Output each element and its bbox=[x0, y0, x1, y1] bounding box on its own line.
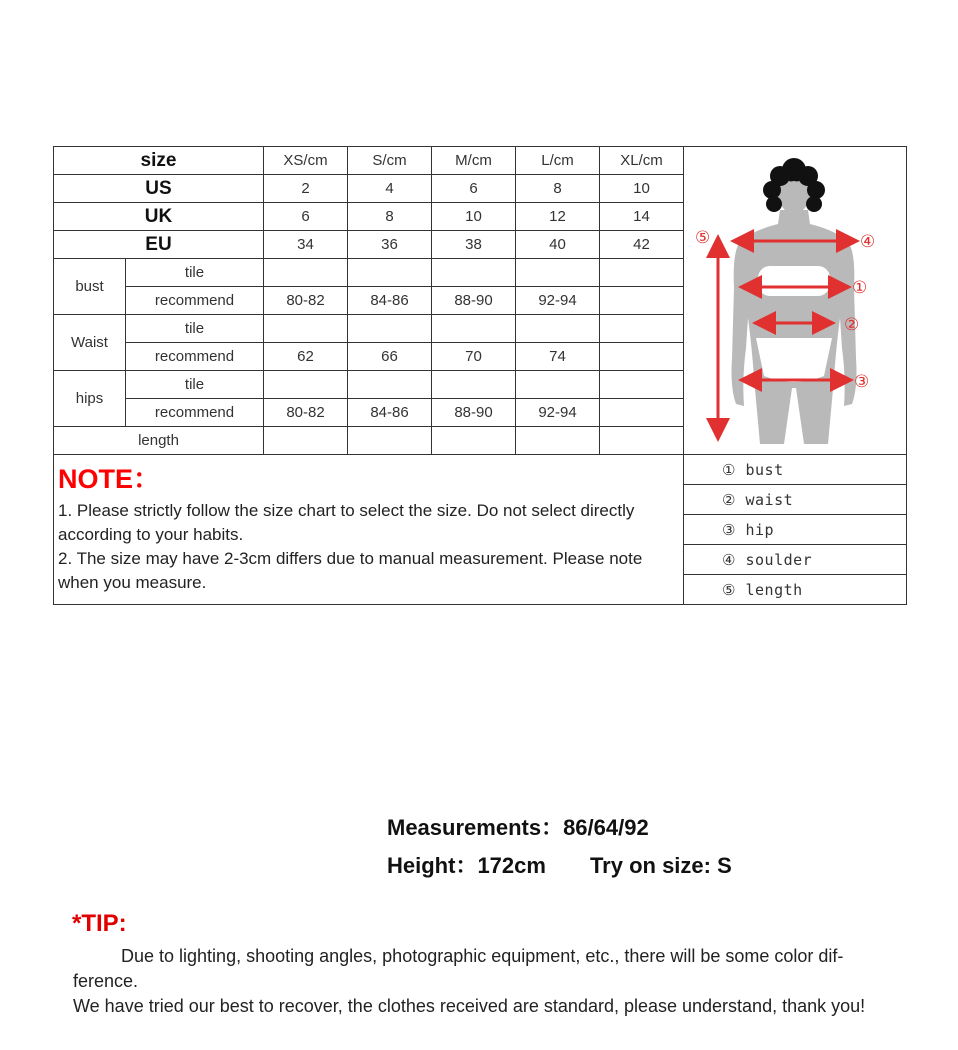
size-header-m: M/cm bbox=[432, 147, 516, 175]
marker-length: ⑤ bbox=[695, 227, 711, 248]
cell: 10 bbox=[432, 203, 516, 231]
cell bbox=[264, 371, 348, 399]
cell bbox=[600, 315, 684, 343]
cell: 42 bbox=[600, 231, 684, 259]
cell bbox=[432, 427, 516, 455]
cell bbox=[348, 427, 432, 455]
cell: 80-82 bbox=[264, 399, 348, 427]
row-label: recommend bbox=[126, 399, 264, 427]
cell bbox=[516, 315, 600, 343]
cell bbox=[600, 427, 684, 455]
cell: 36 bbox=[348, 231, 432, 259]
cell: 88-90 bbox=[432, 287, 516, 315]
legend-hip: ③ hip bbox=[684, 515, 907, 545]
marker-bust: ① bbox=[852, 277, 868, 298]
cell: 84-86 bbox=[348, 287, 432, 315]
note-title: NOTE： bbox=[58, 464, 161, 494]
marker-shoulder: ④ bbox=[860, 231, 876, 252]
cell: 92-94 bbox=[516, 287, 600, 315]
cell bbox=[264, 427, 348, 455]
try-on-size: Try on size: S bbox=[589, 853, 732, 878]
cell: 12 bbox=[516, 203, 600, 231]
row-label: recommend bbox=[126, 343, 264, 371]
cell bbox=[432, 259, 516, 287]
cell: 74 bbox=[516, 343, 600, 371]
row-label: recommend bbox=[126, 287, 264, 315]
tip-line-1 bbox=[73, 944, 888, 994]
cell: 70 bbox=[432, 343, 516, 371]
size-header-xs: XS/cm bbox=[264, 147, 348, 175]
region-label-us: US bbox=[54, 175, 264, 203]
size-header-xl: XL/cm bbox=[600, 147, 684, 175]
body-measurement-figure bbox=[684, 148, 905, 454]
size-header-s: S/cm bbox=[348, 147, 432, 175]
cell: 88-90 bbox=[432, 399, 516, 427]
cell: 92-94 bbox=[516, 399, 600, 427]
model-height-line bbox=[387, 849, 732, 880]
cell: 34 bbox=[264, 231, 348, 259]
row-label: tile bbox=[126, 371, 264, 399]
cell bbox=[348, 315, 432, 343]
cell bbox=[348, 259, 432, 287]
cell: 80-82 bbox=[264, 287, 348, 315]
legend-shoulder: ④ soulder bbox=[684, 545, 907, 575]
cell: 40 bbox=[516, 231, 600, 259]
cell: 6 bbox=[264, 203, 348, 231]
cell bbox=[516, 371, 600, 399]
cell: 4 bbox=[348, 175, 432, 203]
cell: 14 bbox=[600, 203, 684, 231]
group-label-bust: bust bbox=[54, 259, 126, 315]
marker-waist: ② bbox=[844, 314, 860, 335]
region-label-uk: UK bbox=[54, 203, 264, 231]
cell: 6 bbox=[432, 175, 516, 203]
header-row bbox=[54, 147, 907, 175]
row-label: tile bbox=[126, 259, 264, 287]
cell bbox=[600, 371, 684, 399]
size-header-l: L/cm bbox=[516, 147, 600, 175]
cell bbox=[516, 427, 600, 455]
note-line-2: 2. The size may have 2-3cm differs due to manual measurement. Please note when you measure. bbox=[58, 549, 643, 592]
cell bbox=[600, 287, 684, 315]
cell: 62 bbox=[264, 343, 348, 371]
cell: 10 bbox=[600, 175, 684, 203]
body-figure-cell bbox=[684, 147, 907, 455]
note-line-1: 1. Please strictly follow the size chart to select the size. Do not select directly according to your habits. bbox=[58, 501, 635, 544]
cell bbox=[600, 399, 684, 427]
cell bbox=[348, 371, 432, 399]
size-chart-table bbox=[53, 146, 907, 605]
cell bbox=[600, 259, 684, 287]
cell bbox=[432, 315, 516, 343]
tip-line-1-text: Due to lighting, shooting angles, photographic equipment, etc., there will be some color dif-ference. bbox=[73, 946, 844, 991]
length-label: length bbox=[54, 427, 264, 455]
legend-row-1 bbox=[54, 455, 907, 485]
cell bbox=[264, 315, 348, 343]
legend-bust: ① bust bbox=[684, 455, 907, 485]
cell bbox=[516, 259, 600, 287]
region-label-eu: EU bbox=[54, 231, 264, 259]
cell: 66 bbox=[348, 343, 432, 371]
cell: 8 bbox=[348, 203, 432, 231]
tip-line-2: We have tried our best to recover, the clothes received are standard, please understand, thank you! bbox=[73, 996, 866, 1016]
row-label: tile bbox=[126, 315, 264, 343]
cell bbox=[264, 259, 348, 287]
cell: 84-86 bbox=[348, 399, 432, 427]
note-cell bbox=[54, 455, 684, 605]
cell: 38 bbox=[432, 231, 516, 259]
size-header-label: size bbox=[54, 147, 264, 175]
group-label-waist: Waist bbox=[54, 315, 126, 371]
marker-hip: ③ bbox=[854, 371, 870, 392]
cell: 2 bbox=[264, 175, 348, 203]
model-measurements: Measurements：86/64/92 bbox=[387, 815, 649, 840]
tip-title: *TIP: bbox=[72, 910, 127, 937]
model-height: Height：172cm bbox=[387, 853, 546, 878]
group-label-hips: hips bbox=[54, 371, 126, 427]
cell bbox=[600, 343, 684, 371]
tip-text bbox=[73, 944, 888, 1019]
cell: 8 bbox=[516, 175, 600, 203]
legend-length: ⑤ length bbox=[684, 575, 907, 605]
cell bbox=[432, 371, 516, 399]
legend-waist: ② waist bbox=[684, 485, 907, 515]
